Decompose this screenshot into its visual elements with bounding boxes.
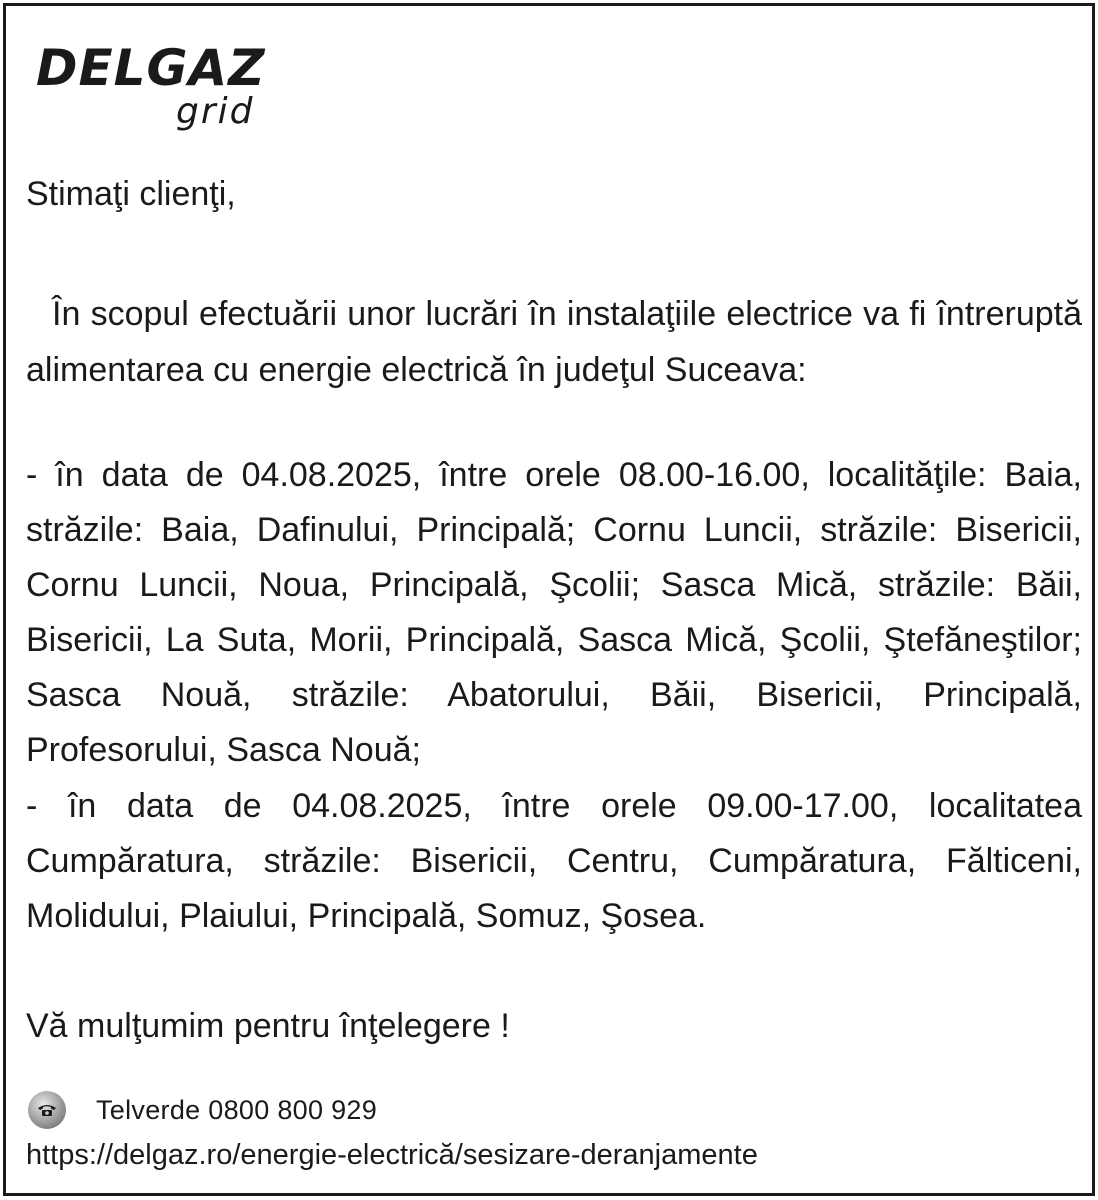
- outage-item-1: - în data de 04.08.2025, între orele 08.00-16.00, localităţile: Baia, străzile: Baia, Dafinului, Principală; Cornu Luncii, străzile: Bisericii, Cornu Luncii, Noua, Principală, Şcolii; Sasca Mică, străzile: Băii, Bisericii, La Suta, Morii, Principală, Sasca Mică, Şcolii, Ştefăneştilor; Sasca Nouă, străzile: Abatorului, Băii, Bisericii, Principală, Profesorului, Sasca Nouă;: [26, 456, 1082, 769]
- phone-number: Telverde 0800 800 929: [96, 1094, 378, 1125]
- outage-item-2: - în data de 04.08.2025, între orele 09.00-17.00, localitatea Cumpăratura, străzile: Bisericii, Centru, Cumpăratura, Fălticeni, Molidului, Plaiului, Principală, Somuz, Şosea.: [26, 787, 1082, 935]
- report-url[interactable]: https://delgaz.ro/energie-electrică/sesizare-deranjamente: [26, 1139, 758, 1171]
- notice-frame: [3, 3, 1095, 1196]
- logo-sub-text: grid: [176, 91, 255, 132]
- intro-paragraph: În scopul efectuării unor lucrări în instalaţiile electrice va fi întreruptă alimentarea cu energie electrică în judeţul Suceava:: [26, 295, 1082, 389]
- phone-contact: [28, 1090, 377, 1130]
- greeting: Stimaţi clienţi,: [26, 175, 236, 213]
- delgaz-grid-logo: [36, 38, 286, 138]
- thanks-text: Vă mulţumim pentru înţelegere !: [26, 1007, 510, 1045]
- phone-icon: [28, 1091, 66, 1129]
- logo-main-text: DELGAZ: [36, 39, 266, 97]
